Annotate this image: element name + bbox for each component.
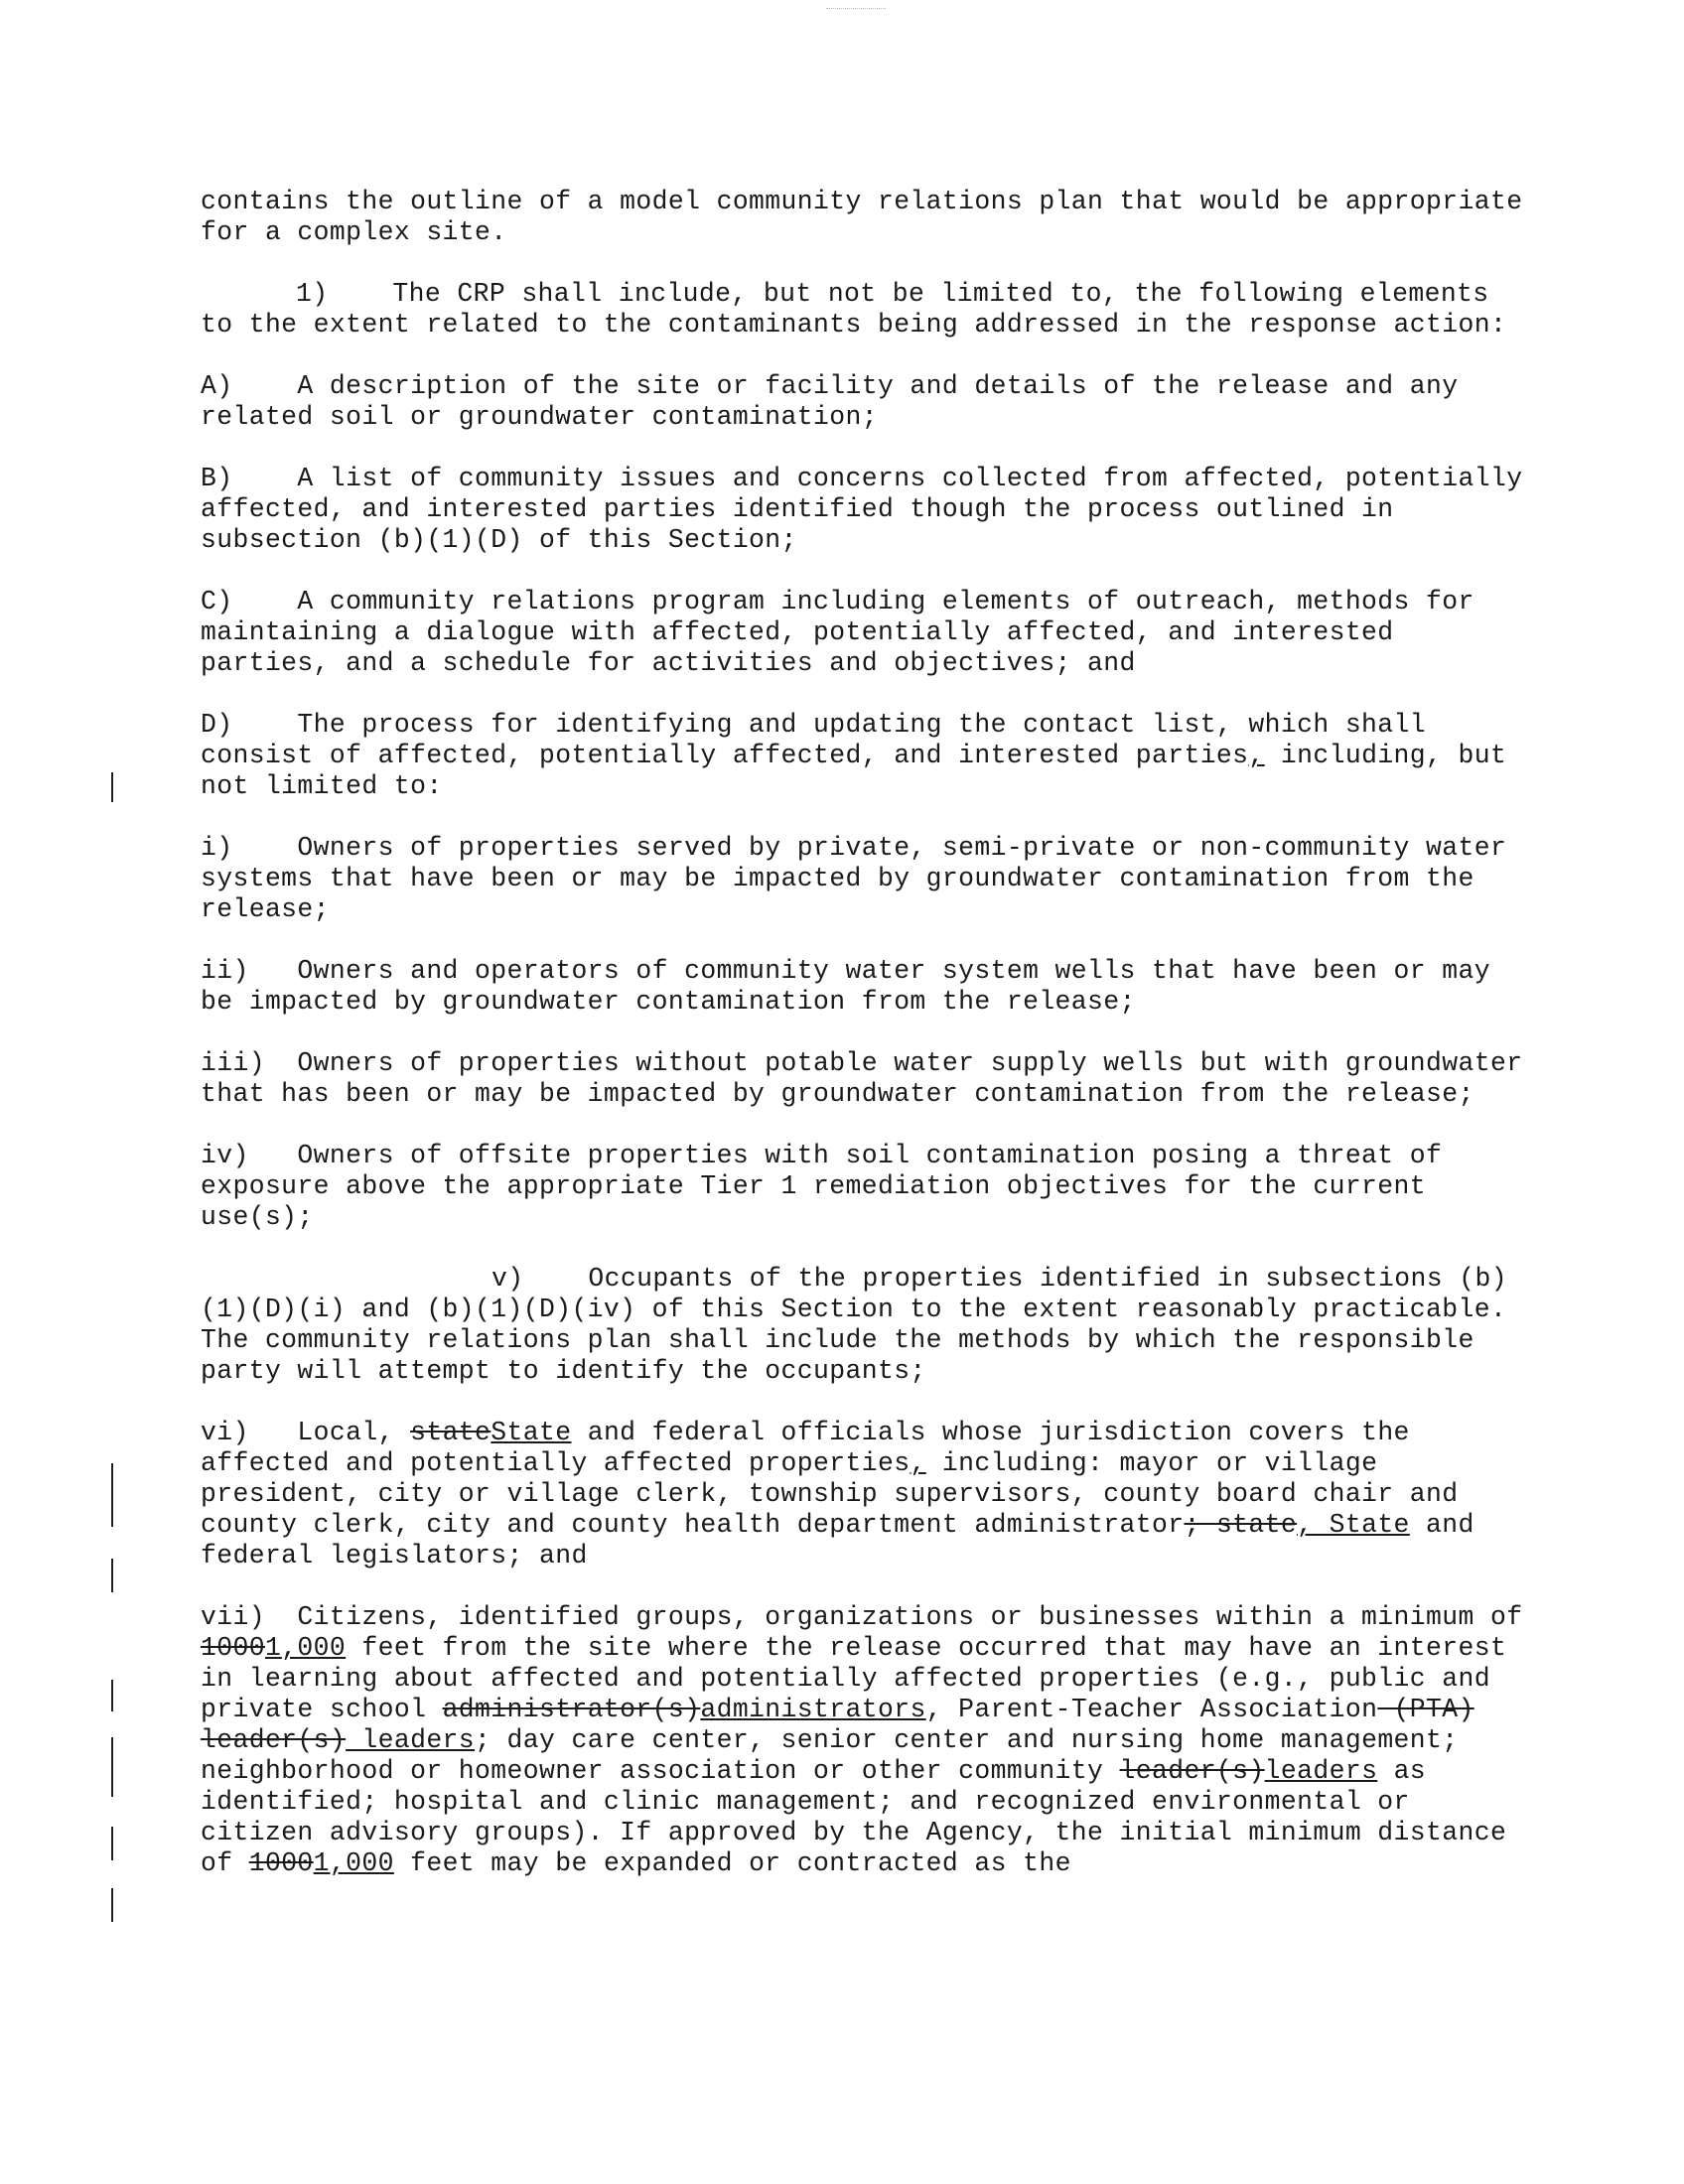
paragraph-intro: contains the outline of a model community relations plan that would be appropriate for a complex site. <box>201 187 1523 247</box>
paragraph-item-b: B) A list of community issues and concerns collected from affected, potentially affected, and interested parties identified though the process outlined in subsection (b)(1)(D) of this Section; <box>201 464 1523 555</box>
revision-bar <box>111 1888 113 1922</box>
text-run: vii) Citizens, identified groups, organizations or businesses within a minimum of <box>201 1602 1523 1632</box>
paragraph-item-vii <box>201 1602 1531 1879</box>
paragraph-item-iii: iii) Owners of properties without potable water supply wells but with groundwater that has been or may be impacted by groundwater contamination from the release; <box>201 1048 1523 1109</box>
paragraph-item-i: i) Owners of properties served by private, semi-private or non-community water systems that have been or may be impacted by groundwater contamination from the release; <box>201 833 1507 924</box>
revision-bar <box>111 1827 113 1860</box>
inserted-text: , <box>910 1448 926 1478</box>
revision-bar <box>111 1463 113 1527</box>
inserted-text: State <box>491 1418 572 1447</box>
inserted-text: , State <box>1297 1510 1410 1540</box>
paragraph-item-d <box>201 710 1531 802</box>
revision-bar <box>111 1559 113 1592</box>
text-run: , Parent-Teacher Association <box>925 1695 1378 1724</box>
text-run: and federal legislators; and <box>201 1510 1474 1570</box>
deleted-text: leader(s) <box>1119 1756 1265 1786</box>
document-body <box>201 187 1531 1910</box>
paragraph-item-iv: iv) Owners of offsite properties with soil contamination posing a threat of exposure above the appropriate Tier 1 remediation objectives for the current use(s); <box>201 1141 1443 1232</box>
text-run: as identified; hospital and clinic management; and recognized environmental or citizen advisory groups). If approved by the Agency, the initial minimum distance of <box>201 1756 1507 1878</box>
page-edge-mark <box>826 0 886 9</box>
deleted-text: administrator(s) <box>442 1695 701 1724</box>
deleted-text: ; state <box>1184 1510 1298 1540</box>
paragraph-item-1: 1) The CRP shall include, but not be limited to, the following elements to the extent related to the contaminants being addressed in the response action: <box>201 279 1507 340</box>
paragraph-item-ii: ii) Owners and operators of community water system wells that have been or may be impacted by groundwater contamination from the release; <box>201 956 1490 1017</box>
deleted-text: 1000 <box>201 1633 265 1663</box>
paragraph-item-c: C) A community relations program including elements of outreach, methods for maintaining a dialogue with affected, potentially affected, and interested parties, and a schedule for activities and objectives; and <box>201 587 1474 678</box>
text-run: feet from the site where the release occurred that may have an interest in learning about affected and potentially affected properties (e.g., public and private school <box>201 1633 1507 1724</box>
text-run: and federal officials whose jurisdiction covers the affected and potentially affected properties <box>201 1418 1410 1478</box>
paragraph-item-v: v) Occupants of the properties identified in subsections (b)(1)(D)(i) and (b)(1)(D)(iv) of this Section to the extent reasonably practicable. The community relations plan shall include the methods by which the responsible party will attempt to identify the occupants; <box>201 1264 1507 1386</box>
deleted-text: 1000 <box>248 1848 314 1878</box>
text-run: D) The process for identifying and updating the contact list, which shall consist of affected, potentially affected, and interested parties <box>201 710 1427 770</box>
paragraph-item-vi <box>201 1418 1531 1571</box>
text-run: feet may be expanded or contracted as the <box>393 1848 1071 1878</box>
revision-bar <box>111 772 113 802</box>
text-run: including: mayor or village president, city or village clerk, township supervisors, county board chair and county clerk, city and county health department administrator <box>201 1448 1459 1540</box>
paragraph-item-a: A) A description of the site or facility and details of the release and any related soil or groundwater contamination; <box>201 371 1459 432</box>
deleted-text: (PTA) leader(s) <box>201 1695 1474 1755</box>
inserted-text: , <box>1248 741 1265 770</box>
text-run: vi) Local, <box>201 1418 411 1447</box>
revision-bar <box>111 1680 113 1711</box>
inserted-text: 1,000 <box>313 1848 394 1878</box>
text-run: including, but not limited to: <box>201 741 1507 801</box>
inserted-text: 1,000 <box>264 1633 347 1663</box>
revision-bar <box>111 1737 113 1797</box>
text-run: ; day care center, senior center and nursing home management; neighborhood or homeowner association or other community <box>201 1725 1459 1786</box>
deleted-text: state <box>410 1418 491 1447</box>
inserted-text: leaders <box>346 1725 476 1755</box>
inserted-text: administrators <box>700 1695 926 1724</box>
inserted-text: leaders <box>1264 1756 1378 1786</box>
